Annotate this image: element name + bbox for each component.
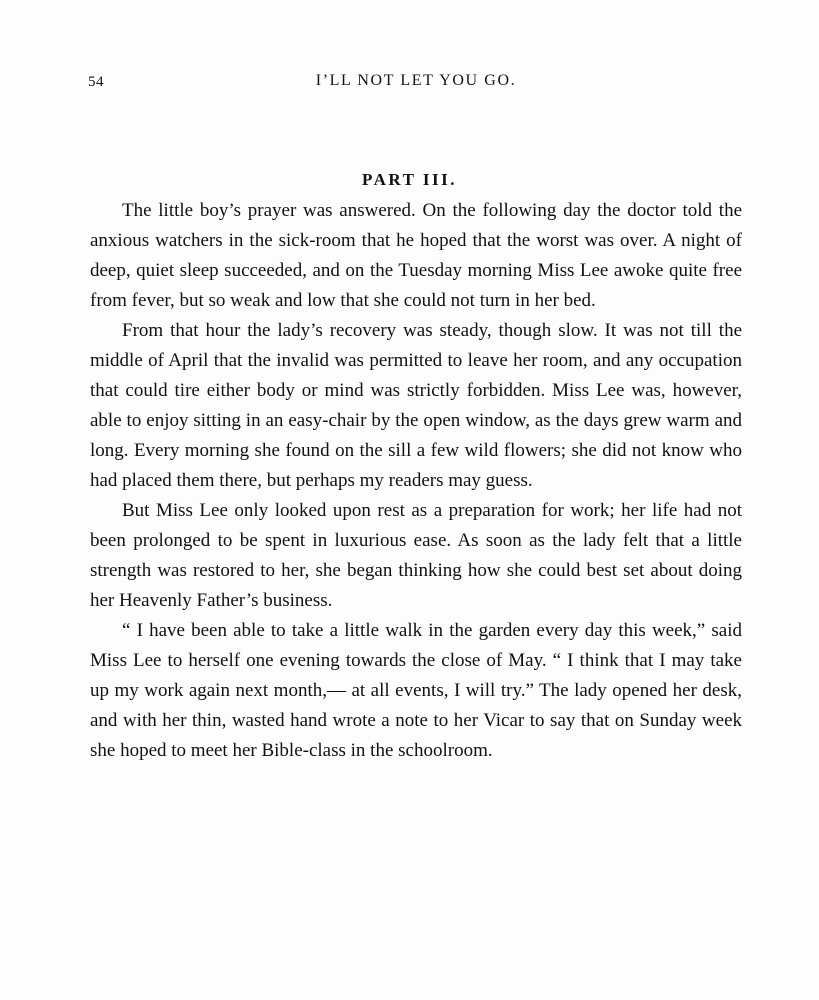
paragraph-3: But Miss Lee only looked upon rest as a preparation for work; her life had not been prolonged to be spent in luxurious ease. As soon as the lady felt that a little strength was restored to her, she began thinking how she could best set about doing her Heavenly Father’s business.: [90, 500, 742, 611]
body-text: [90, 196, 742, 766]
running-title: I’LL NOT LET YOU GO.: [315, 72, 517, 89]
paragraph-1: The little boy’s prayer was answered. On the following day the doctor told the anxious watchers in the sick-room that he hoped that the worst was over. A night of deep, quiet sleep succeeded, and on the Tuesday morning Miss Lee awoke quite free from fever, but so weak and low that she could not turn in her bed.: [90, 200, 742, 311]
part-heading: PART III.: [362, 170, 457, 189]
paragraph-4: “ I have been able to take a little walk in the garden every day this week,” said Miss Lee to herself one evening towards the close of May. “ I think that I may take up my work again next month,— at all events, I will try.” The lady opened her desk, and with her thin, wasted hand wrote a note to her Vicar to say that on Sunday week she hoped to meet her Bible-class in the schoolroom.: [90, 620, 742, 761]
running-head: [88, 72, 744, 94]
paragraph-2: From that hour the lady’s recovery was steady, though slow. It was not till the middle of April that the invalid was permitted to leave her room, and any occupation that could tire either body or mind was strictly forbidden. Miss Lee was, however, able to enjoy sitting in an easy-chair by the open window, as the days grew warm and long. Every morning she found on the sill a few wild flowers; she did not know who had placed them there, but perhaps my readers may guess.: [90, 320, 742, 491]
page-number: 54: [88, 74, 104, 90]
